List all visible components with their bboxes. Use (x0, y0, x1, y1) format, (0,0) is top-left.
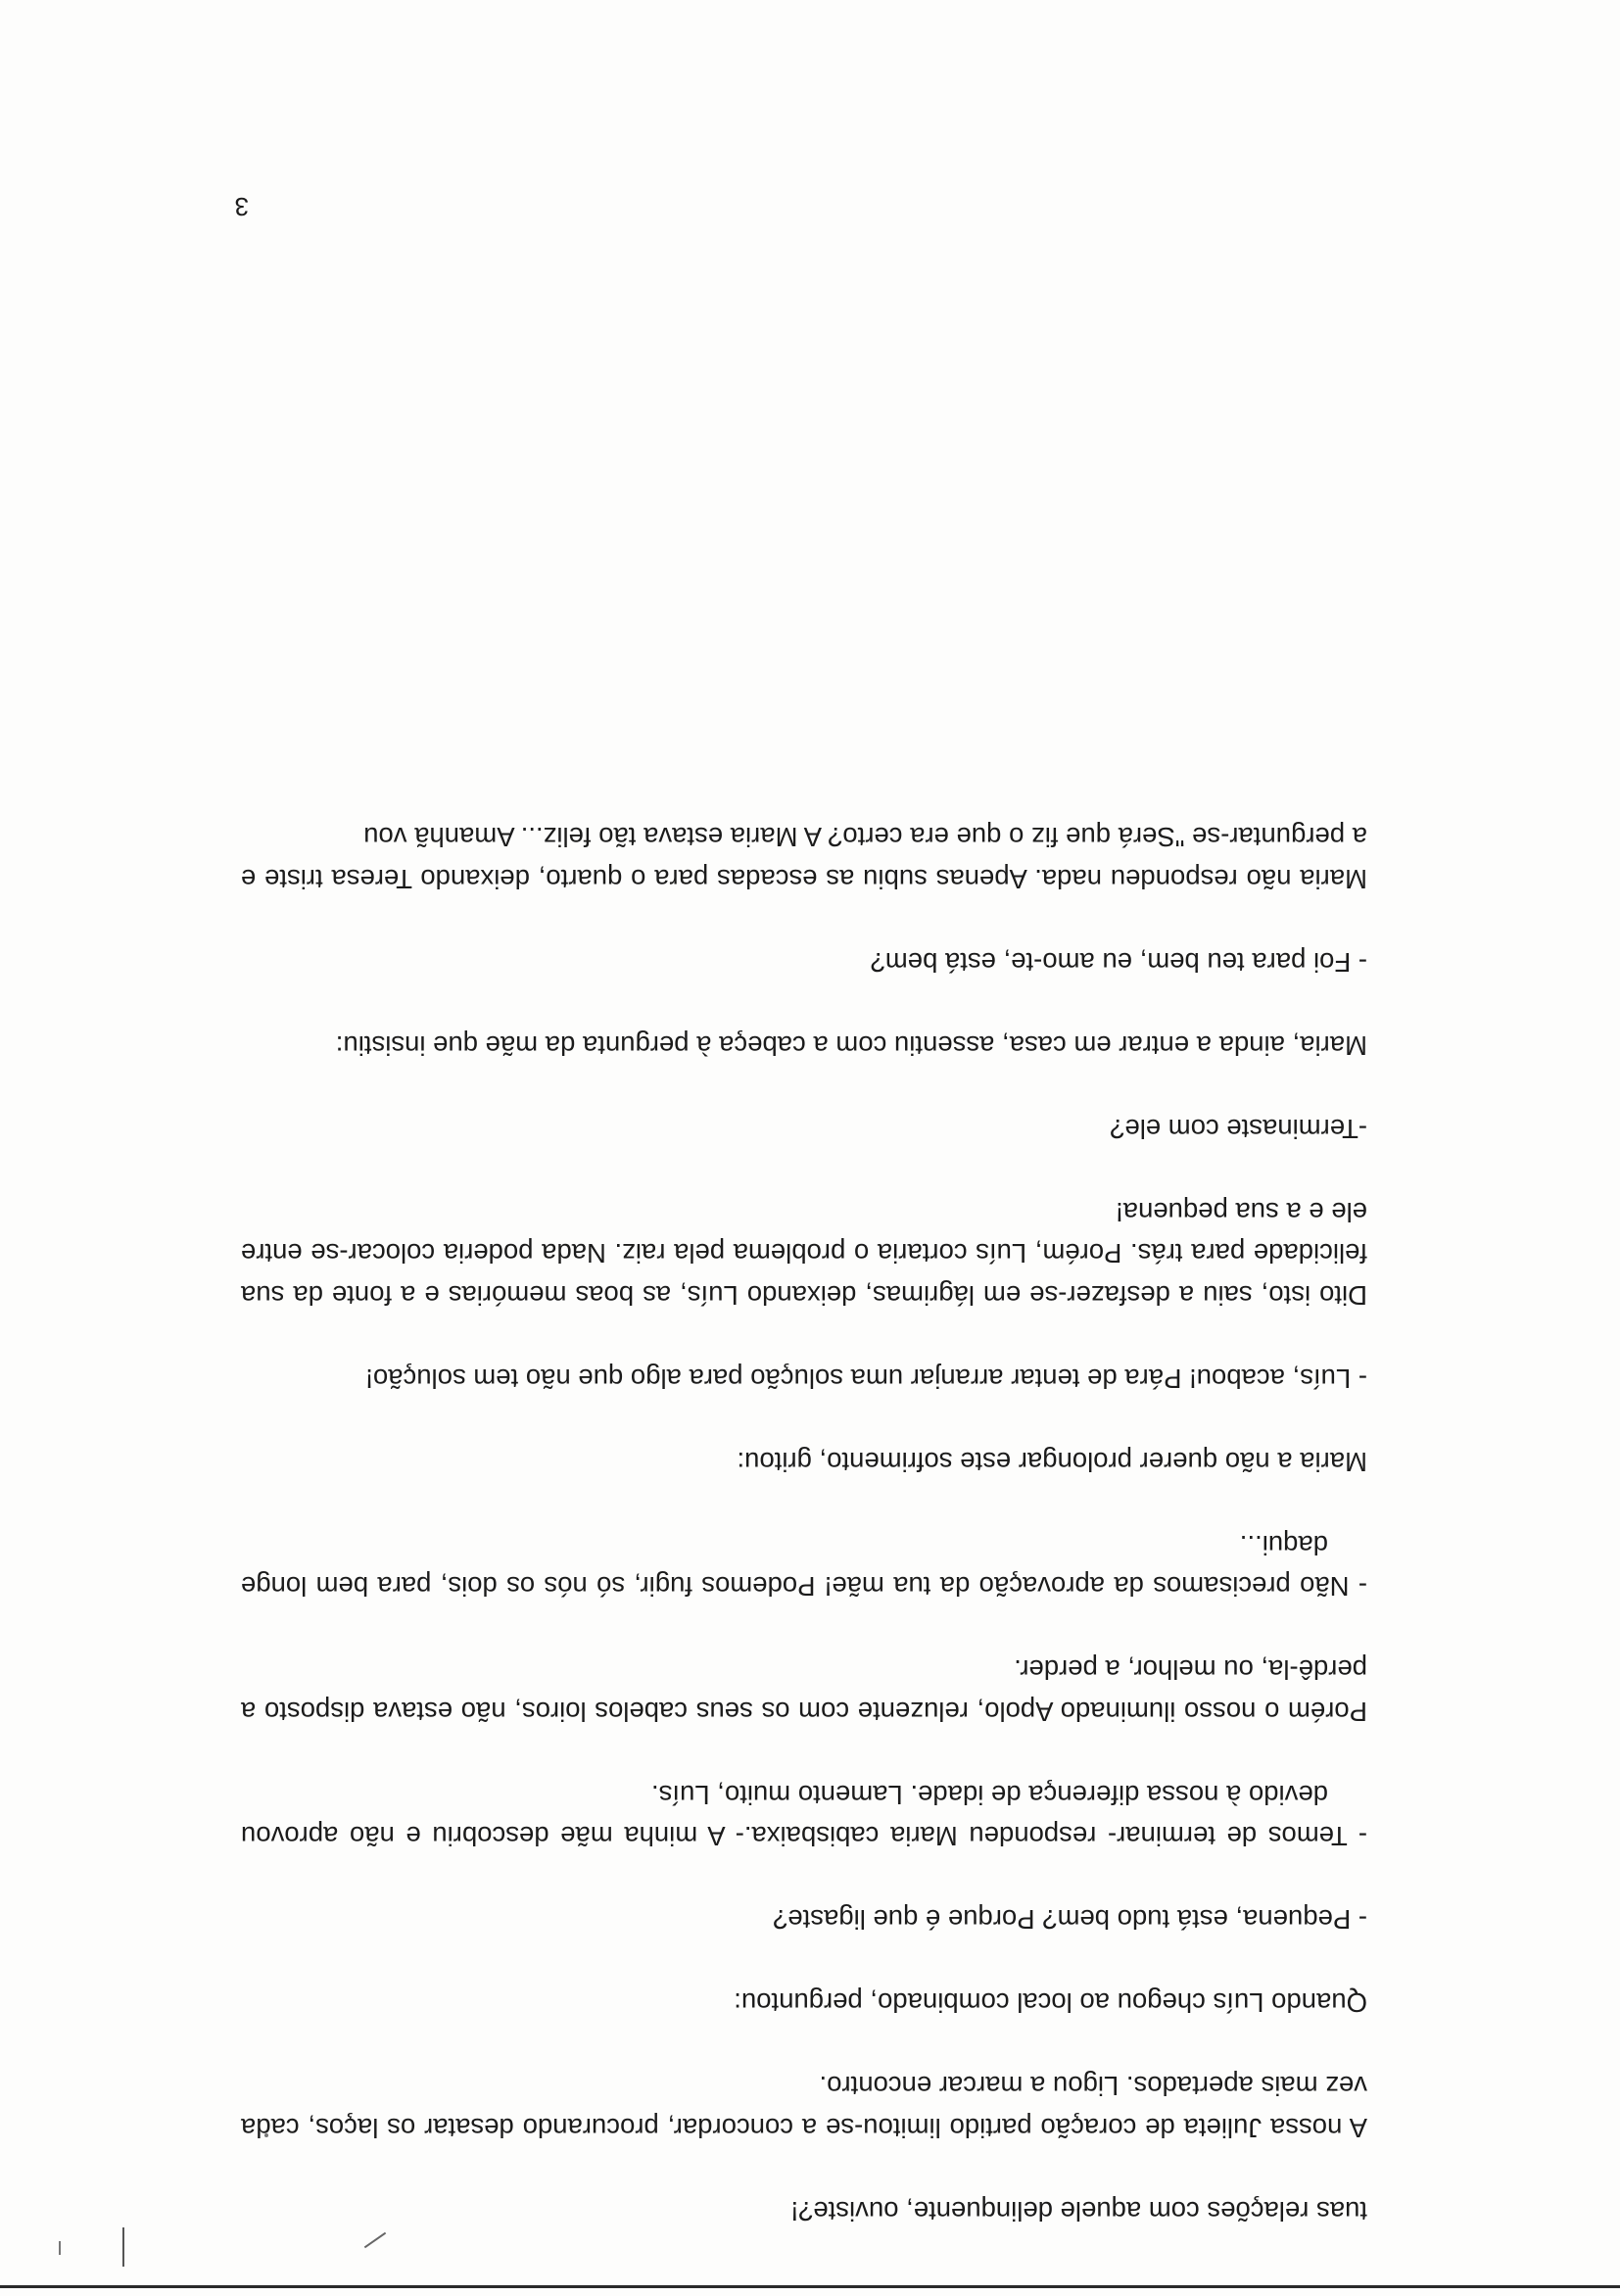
paragraph: Dito isto, saiu a desfazer-se em lágrimas, deixando Luís, as boas memórias e a fonte da sua felicidade para trás. Porém, Luís cortaria o problema pela raiz. Nada poderia colocar-se entre ele e a sua pequena! (241, 1197, 1367, 1311)
paragraph: - Não precisamos da aprovação da tua mãe! Podemos fugir, só nós os dois, para bem longe daqui... (241, 1530, 1367, 1602)
paragraph: Maria, ainda a entrar em casa, assentiu com a cabeça à pergunta da mãe que insistiu: (335, 1030, 1367, 1061)
paragraph: - Foi para teu bem, eu amo-te, está bem? (870, 947, 1367, 978)
paragraph: - Temos de terminar- respondeu Maria cabisbaixa.- A minha mãe descobriu e não aprovou devido à nossa diferença de idade. Lamento muito, Luís. (241, 1780, 1367, 1852)
paragraph: tuas relações com aquele delinquente, ouviste?! (790, 2196, 1367, 2226)
paragraph: Maria não respondeu nada. Apenas subiu as escadas para o quarto, deixando Teresa triste e a perguntar-se "Será que fiz o que era certo? A Maria estava tão feliz... Amanhã vou (241, 822, 1367, 894)
body-text (241, 816, 1367, 2231)
paragraph: Porém o nosso iluminado Apolo, reluzente com os seus cabelos loiros, não estava disposto a perdê-la, ou melhor, a perder. (241, 1654, 1367, 1727)
scan-mark (364, 2232, 386, 2249)
paragraph: - Pequena, está tudo bem? Porque é que ligaste? (773, 1904, 1367, 1936)
page-number: 3 (234, 192, 249, 221)
scan-mark (59, 2241, 61, 2255)
paragraph: - Luís, acabou! Pára de tentar arranjar uma solução para algo que não tem solução! (365, 1363, 1367, 1394)
scan-edge-line (0, 2285, 1620, 2288)
paragraph: Quando Luís chegou ao local combinado, perguntou: (734, 1987, 1367, 2019)
paragraph: -Terminaste com ele? (1110, 1114, 1367, 1144)
paragraph: Maria a não querer prolongar este sofrimento, gritou: (737, 1447, 1367, 1477)
scan-mark (122, 2227, 124, 2267)
paragraph: A nossa Julieta de coração partido limitou-se a concordar, procurando desatar os laços, cada vez mais apertados. Ligou a marcar encontro. (241, 2071, 1367, 2143)
